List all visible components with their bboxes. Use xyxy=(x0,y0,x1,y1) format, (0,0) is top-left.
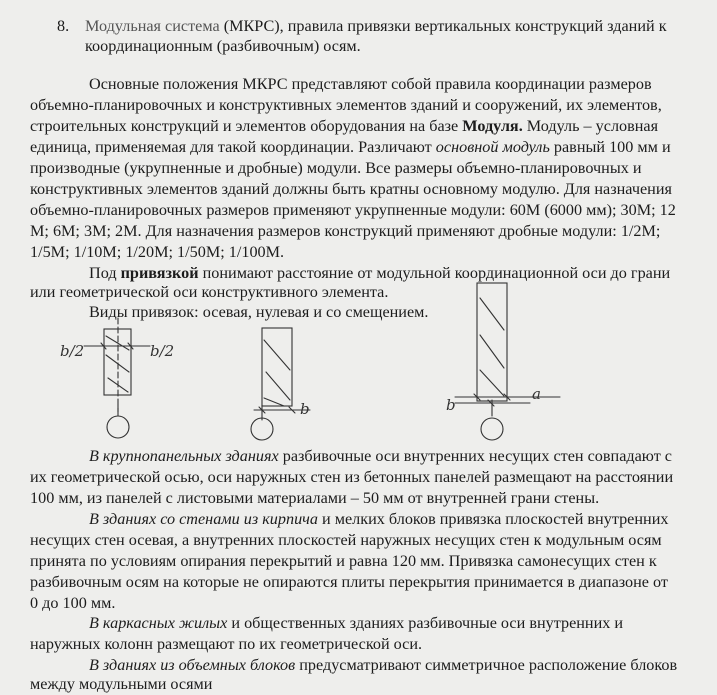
text-span: Под xyxy=(89,264,117,282)
text-span: понимают расстояние от модульной координационной оси до грани xyxy=(202,264,671,282)
binding-term: привязкой xyxy=(120,264,199,282)
text-span: Модуль – условная xyxy=(526,117,659,135)
volume-term: В зданиях из объемных блоков xyxy=(89,656,296,674)
intro-line: М; 6М; 3М; 2М. Для назначения размеров конструкций применяют дробные модули: 1/2М; xyxy=(30,222,661,240)
heading-line-2: координационным (разбивочным) осям. xyxy=(85,37,361,55)
axial-binding-sketch xyxy=(60,318,174,438)
intro-line: Основные положения МКРС представляют собой правила координации размеров xyxy=(89,75,652,93)
text-span: и мелких блоков привязка плоскостей внутренних xyxy=(322,510,669,528)
b-label: b xyxy=(446,396,456,414)
intro-line: конструктивных элементов зданий должны быть кратны основному модулю. Для назначения xyxy=(30,180,672,198)
module-term: Модуля. xyxy=(462,117,523,135)
brick-line: разбивочным осям на которые не опираются плиты перекрытия принимается в диапазоне от xyxy=(30,573,668,591)
basic-module-term: основной модуль xyxy=(435,138,550,156)
volume-line xyxy=(89,656,677,676)
b-half-label: b/2 xyxy=(60,342,85,360)
panel-line: их геометрической осью, оси наружных стен из бетонных панелей размещают на расстоянии xyxy=(30,468,674,486)
brick-term: В зданиях со стенами из кирпича xyxy=(89,510,318,528)
text-span: единица, применяемая для такой координации. Различают xyxy=(30,138,432,156)
text-span: равный 100 мм и xyxy=(553,138,671,156)
text-span: разбивочные оси внутренних несущих стен совпадают с xyxy=(282,447,672,465)
panel-term: В крупнопанельных зданиях xyxy=(89,447,279,465)
binding-types: Виды привязок: осевая, нулевая и со смещением. xyxy=(89,303,429,321)
frame-line: наружных колонн размещают по их геометрической оси. xyxy=(30,635,423,653)
intro-line: 1/5М; 1/10М; 1/20М; 1/50М; 1/100М. xyxy=(30,243,285,261)
panel-line xyxy=(89,447,672,467)
b-half-label: b/2 xyxy=(150,342,175,360)
frame-term: В каркасных жилых xyxy=(89,614,228,632)
brick-line: принята по условиям опирания перекрытий и равна 120 мм. Привязка самонесущих стен к xyxy=(30,552,657,570)
intro-line: объемно-планировочных и конструктивных элементов зданий и сооружений, их элементов, xyxy=(30,96,662,114)
frame-line xyxy=(89,614,623,634)
brick-line: несущих стен осевая, а внутренних плоскостей наружных несущих стен к модульным осям xyxy=(30,531,662,549)
brick-line xyxy=(89,510,668,530)
text-span: и общественных зданиях разбивочные оси внутренних и xyxy=(231,614,624,632)
volume-line: между модульными осями xyxy=(30,675,213,693)
heading-faded-text: Модульная система xyxy=(85,17,220,35)
section-number: 8. xyxy=(57,17,70,35)
binding-line: или геометрической оси конструктивного элемента. xyxy=(30,283,389,301)
brick-line: 0 до 100 мм. xyxy=(30,594,116,612)
b-label: b xyxy=(300,400,310,418)
zero-binding-sketch xyxy=(251,328,310,440)
text-span: строительных конструкций и элементов оборудования на базе xyxy=(30,117,459,135)
intro-line: объемно-планировочных размеров применяют укрупненные модули: 60М (6000 мм); 30М; 12 xyxy=(30,201,676,219)
heading-text: (МКРС), правила привязки вертикальных конструкций зданий к xyxy=(223,17,667,35)
text-span: предусматривают симметричное расположение блоков xyxy=(299,656,678,674)
panel-line: 100 мм, из панелей с листовыми материалами – 50 мм от внутренней грани стены. xyxy=(30,489,600,507)
intro-line: производные (укрупненные и дробные) модули. Все размеры объемно-планировочных и xyxy=(30,159,642,177)
a-label: a xyxy=(532,385,541,403)
offset-binding-sketch xyxy=(446,283,560,440)
